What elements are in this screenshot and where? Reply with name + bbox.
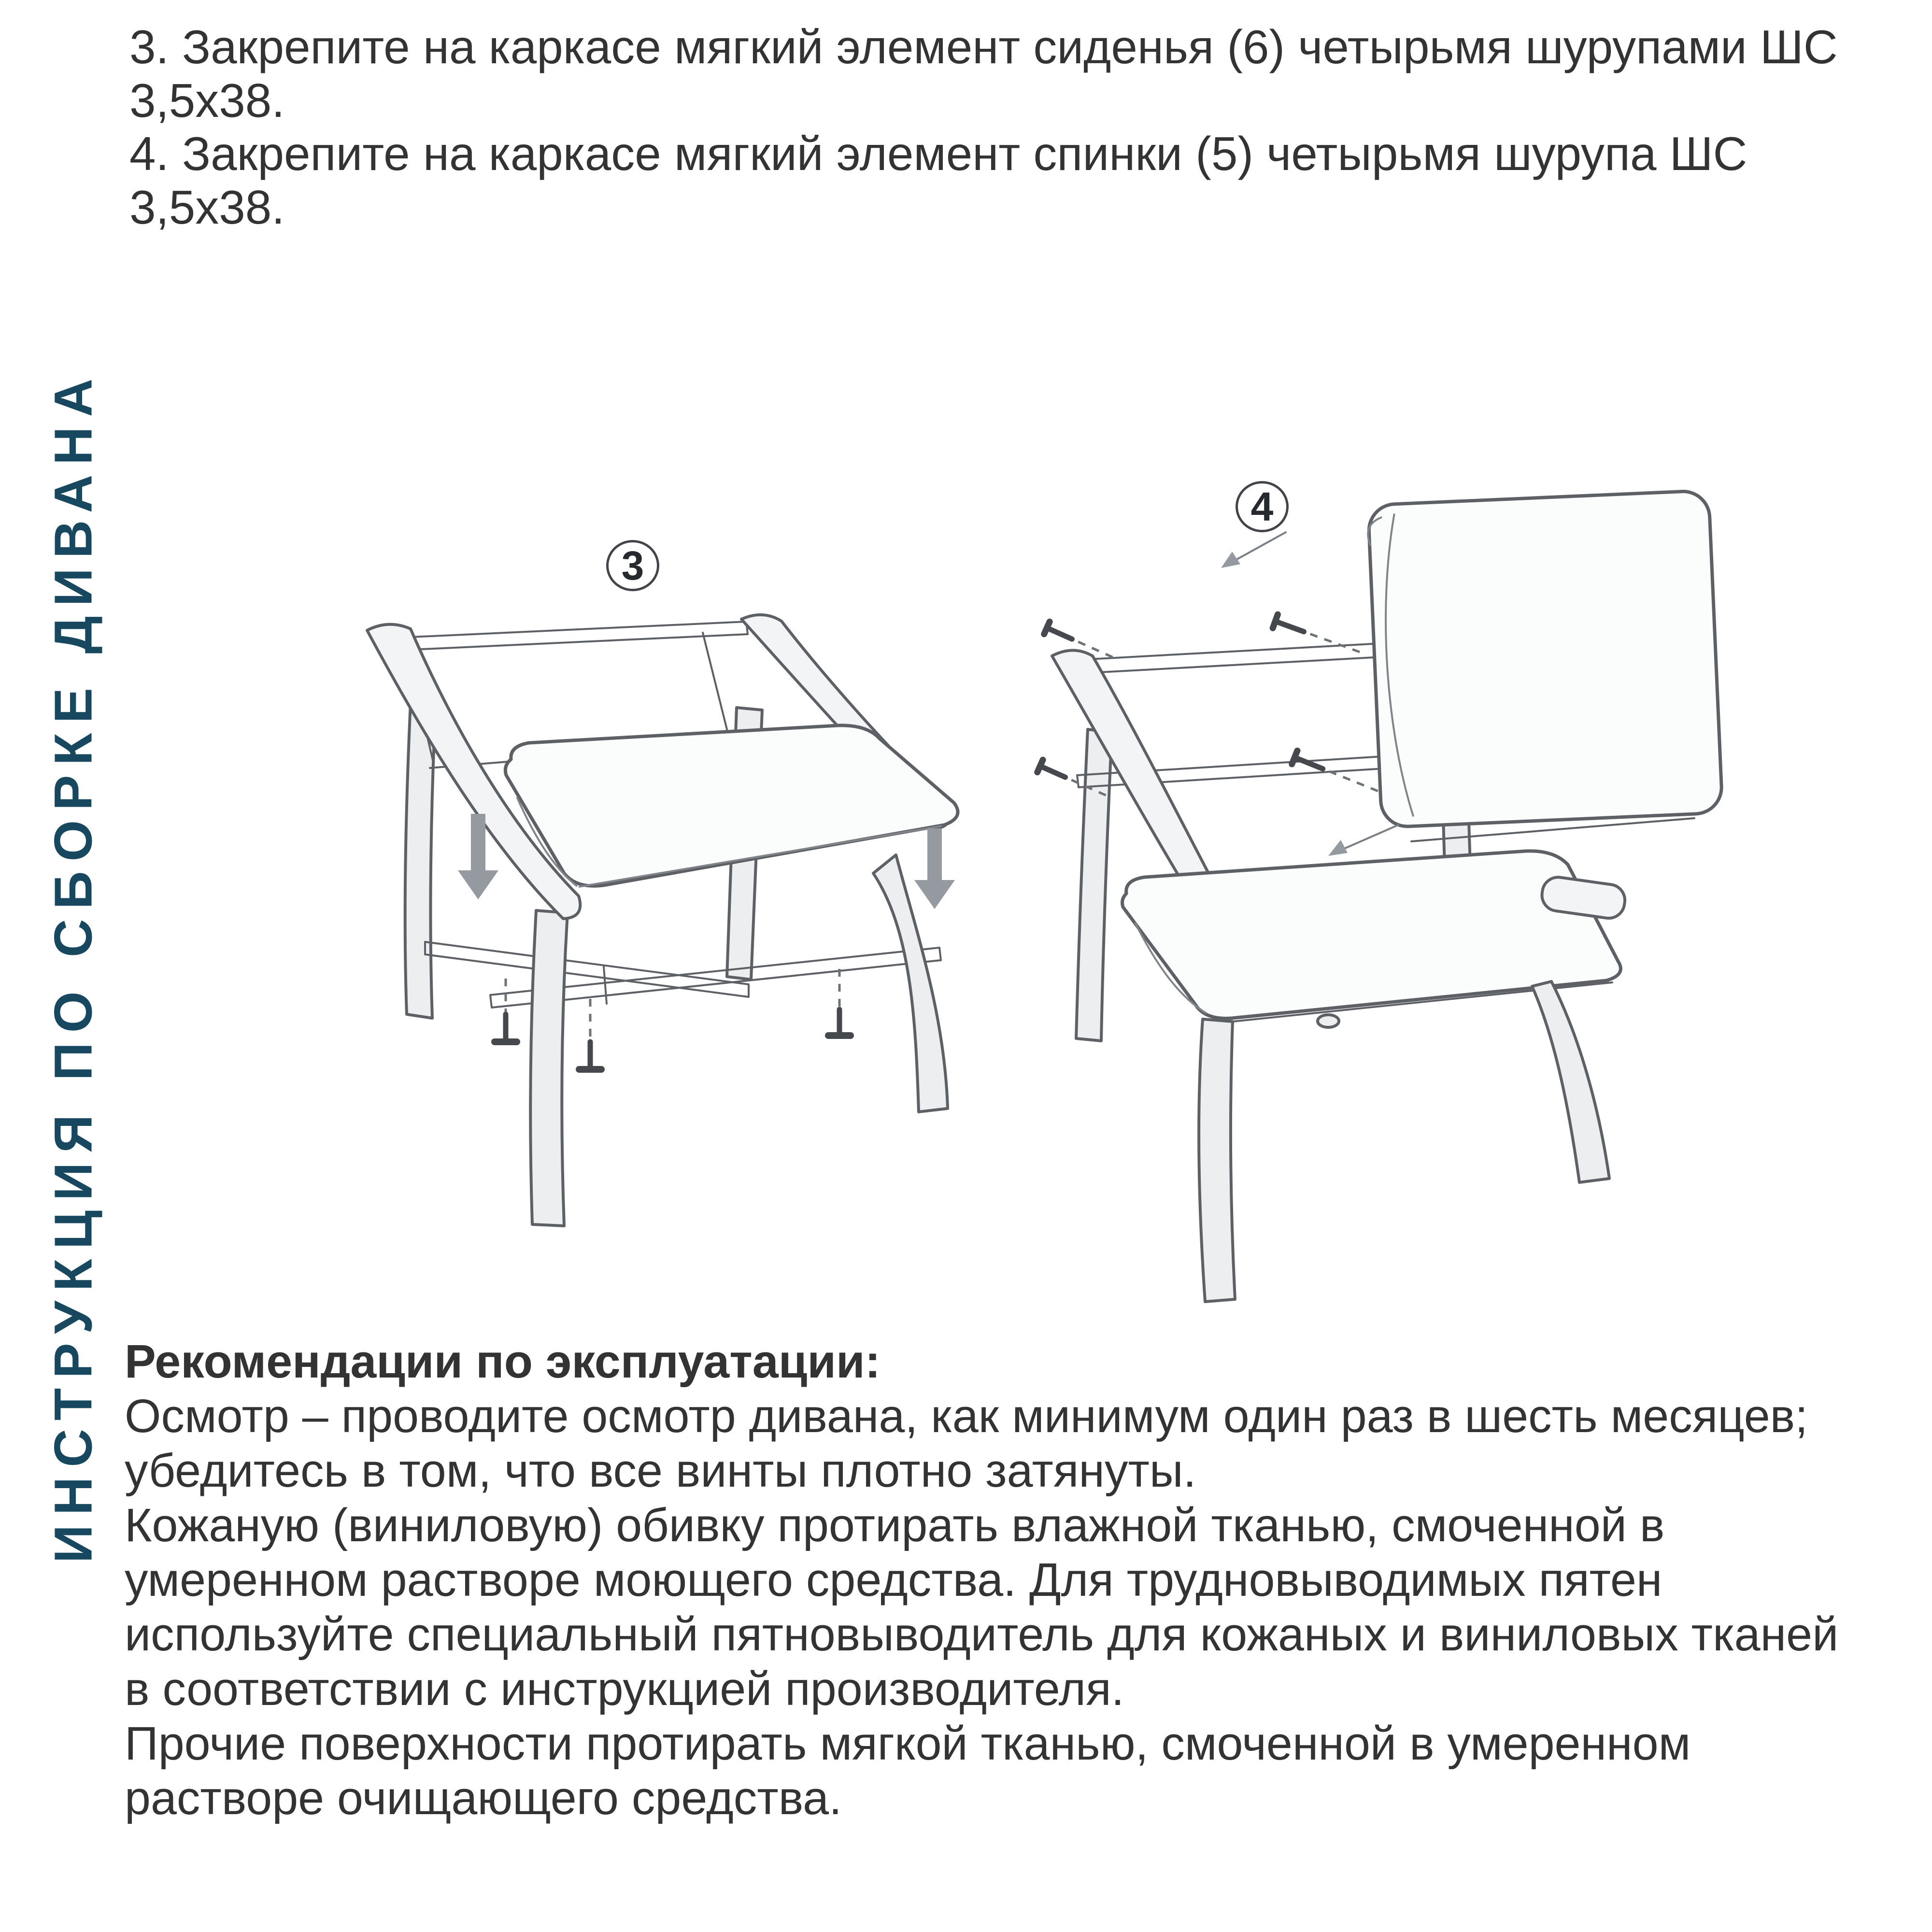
chair4-rear-left-leg	[1076, 729, 1112, 1041]
chair3-screw-3	[828, 969, 851, 1036]
assembly-steps	[129, 20, 1859, 234]
vertical-title: ИНСТРУКЦИЯ ПО СБОРКЕ ДИВАНА	[43, 369, 103, 1563]
recommendation-paragraph-other-surfaces: Прочие поверхности протирать мягкой тканью, смоченной в умеренном растворе очищающего средства.	[125, 1717, 1691, 1824]
care-recommendations	[125, 1334, 1873, 1825]
chair3-screw-2	[579, 999, 601, 1069]
recommendation-paragraph-inspection: Осмотр – проводите осмотр дивана, как минимум один раз в шесть месяцев; убедитесь в том, что все винты плотно затянуты.	[125, 1390, 1808, 1497]
step-3-label-badge: 3	[606, 540, 659, 591]
assembly-step-4: 4. Закрепите на каркасе мягкий элемент спинки (5) четырьмя шурупа ШС 3,5х38.	[129, 127, 1747, 234]
chair3-down-arrow-right	[914, 828, 955, 909]
chair-step3-illustration	[367, 615, 958, 1226]
chair-step4-illustration	[1037, 490, 1723, 1302]
chair3-front-left-leg	[530, 910, 568, 1226]
recommendation-paragraph-leather-care: Кожаную (виниловую) обивку протирать влажной тканью, смоченной в умеренном растворе моющего средства. Для трудновыводимых пятен используйте специальный пятновыводитель для кожаных и виниловых тканей в соответствии с инструкцией производителя.	[125, 1499, 1839, 1715]
chair4-screw-1	[1273, 614, 1365, 660]
chair4-badge-arrow	[1221, 532, 1286, 568]
assembly-step-3: 3. Закрепите на каркасе мягкий элемент сиденья (6) четырьмя шурупами ШС 3,5х38.	[129, 20, 1838, 127]
chair4-front-left-leg	[1199, 1019, 1235, 1302]
chair4-back-cushion	[1367, 490, 1723, 827]
chair4-front-right-leg	[1532, 981, 1609, 1182]
assembly-diagrams-illustration	[266, 459, 1811, 1343]
step-4-label-badge: 4	[1236, 481, 1289, 532]
chair3-screw-1	[495, 979, 517, 1042]
recommendations-heading: Рекомендации по эксплуатации:	[125, 1335, 881, 1388]
chair4-lower-arrow	[1328, 825, 1398, 856]
